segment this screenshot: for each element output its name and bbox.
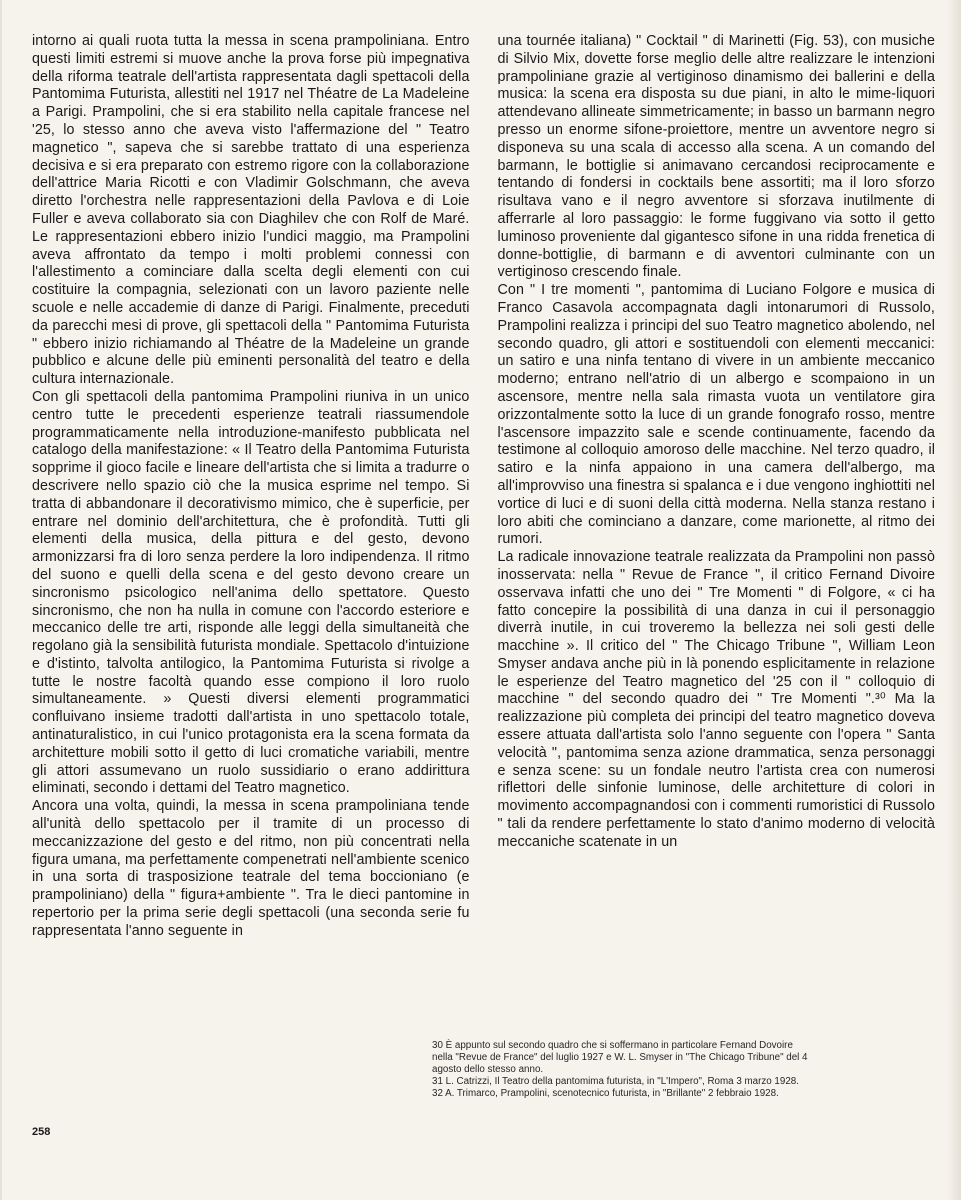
paragraph: La radicale innovazione teatrale realizzata da Prampolini non passò inosservata: nella " Revue de France ", il critico Fernand Divoire osservava infatti che uno dei " Tre Momenti " di Folgore, « ci ha fatto concepire la possibilità di una danza in cui il personaggio diverrà inutile, in cui troveremo la bellezza nei soli gesti delle macchine ». Il critico del " The Chicago Tribune ", William Leon Smyser andava anche più in là ponendo esplicitamente in relazione le esperienze del Teatro magnetico del '25 con il " colloquio di macchine " del secondo quadro dei " Tre Momenti ".³⁰ Ma la realizzazione più completa dei principi del teatro magnetico doveva essere attuata dall'artista solo l'anno seguente con l'opera " Santa velocità ", pantomima senza azione drammatica, senza personaggi e senza scene: su un fondale neutro l'artista crea con numerosi riflettori delle sinfonie luminose, delle architetture di colori in movimento accompagnandosi con i commenti rumoristici di Russolo " tali da rendere perfettamente lo stato d'animo moderno di velocità meccaniche scatenate in un bbox=[497, 549, 935, 850]
paragraph: Ancora una volta, quindi, la messa in scena prampoliniana tende all'unità dello spettacolo per il tramite di un processo di meccanizzazione del gesto e del ritmo, non più concentrati nella figura umana, ma perfettamente compenetrati nell'ambiente scenico in una sorta di trasposizione teatrale del tema boccioniano (e prampoliniano) della " figura+ambiente ". Tra le dieci pantomine in repertorio per la prima serie degli spettacoli (una seconda serie fu rappresentata l'anno seguente in bbox=[32, 798, 470, 939]
right-column bbox=[498, 33, 936, 1025]
footnote: 32 A. Trimarco, Prampolini, scenotecnico futurista, in "Brillante" 2 febbraio 1928. bbox=[432, 1087, 779, 1099]
paragraph: Con " I tre momenti ", pantomima di Luciano Folgore e musica di Franco Casavola accompagnata dagli intonarumori di Russolo, Prampolini realizza i principi del suo Teatro magnetico abolendo, nel secondo quadro, gli attori e sostituendoli con elementi meccanici: un satiro e una ninfa tentano di vivere in un ambiente meccanico moderno; entrano nell'atrio di un albergo e scompaiono in un ascensore, mentre nella sala rimasta vuota un ventilatore gira orizzontalmente sotto la luce di un grande fonografo rosso, mentre l'ascensore impazzito sale e scende continuamente, facendo da testimone al colloquio amoroso delle macchine. Nel terzo quadro, il satiro e la ninfa appaiono in una camera dell'albergo, ma all'improvviso una finestra si spalanca e i due vengono inghiottiti nel vortice di luci e di suoni della città moderna. Nella stanza restano i loro abiti che cominciano a danzare, come marionette, al ritmo dei rumori. bbox=[497, 282, 935, 548]
footnote: 31 L. Catrizzi, Il Teatro della pantomima futurista, in "L'Impero", Roma 3 marzo 1928. bbox=[432, 1075, 799, 1087]
paragraph: Con gli spettacoli della pantomima Prampolini riuniva in un unico centro tutte le precedenti esperienze teatrali riassumendole programmaticamente nella introduzione-manifesto pubblicata nel catalogo della manifestazione: « Il Teatro della Pantomima Futurista sopprime il gioco facile e lineare dell'artista che si limita a tradurre o descrivere nello spazio ciò che la musica esprime nel tempo. Si tratta di abbandonare il decorativismo mimico, che è superficie, per entrare nel dominio dell'architettura, che è profondità. Tutti gli elementi della musica, della pittura e del gesto, devono armonizzarsi fra di loro senza perdere la loro indipendenza. Il ritmo del suono e quelli della scena e del gesto devono creare un sincronismo psicologico nell'anima dello spettatore. Questo sincronismo, che non ha nulla in comune con l'accordo esteriore e meccanico delle tre arti, risponde alle leggi della simultaneità che regolano già la sensibilità futurista mondiale. Spettacolo d'intuizione e d'istinto, talvolta antilogico, la Pantomima Futurista si rivolge a tutte le nostre facoltà quando esse compiono il loro ruolo simultaneamente. » Questi diversi elementi programmatici confluivano insieme tradotti dall'artista in uno spettacolo totale, antinaturalistico, in cui l'unico protagonista era la scena formata da architetture mobili sotto il getto di luci cromatiche variabili, mentre gli attori assumevano un ruolo sussidiario o erano addirittura eliminati, secondo i dettami del Teatro magnetico. bbox=[32, 388, 470, 797]
scan-edge-shadow bbox=[947, 0, 961, 1200]
left-column bbox=[32, 33, 470, 1025]
paragraph: una tournée italiana) " Cocktail " di Marinetti (Fig. 53), con musiche di Silvio Mix, dovette forse meglio delle altre realizzare le intenzioni prampoliniane grazie al vertiginoso dinamismo dei ballerini e della musica: la scena era disposta su due piani, in alto le mime-liquori attendevano allineate simmetricamente; in basso un barmann negro presso un enorme sifone-proiettore, mentre un avventore negro si disponeva su una scala di accesso alla scena. A un comando del barmann, le bottiglie si animavano cercandosi reciprocamente e tentando di fondersi in cocktails bene assortiti; ma il loro sforzo risultava vano e il negro avventore si sforzava inutilmente di afferrarle al loro passaggio: le forme fuggivano via sotto il getto luminoso proveniente dal gigantesco sifone in una ridda frenetica di donne-bottiglie, di barmann e di avventori culminante con un vertiginoso crescendo finale. bbox=[497, 33, 935, 281]
body-text bbox=[32, 33, 935, 1025]
footnotes bbox=[432, 1040, 812, 1100]
footnote: 30 È appunto sul secondo quadro che si soffermano in particolare Fernand Dovoire nella "Revue de France" del luglio 1927 e W. L. Smyser in "The Chicago Tribune" del 4 agosto dello stesso anno. bbox=[432, 1040, 808, 1075]
paragraph: intorno ai quali ruota tutta la messa in scena prampoliniana. Entro questi limiti estremi si muove anche la prova forse più impegnativa della riforma teatrale dell'artista rappresentata dagli spettacoli della Pantomima Futurista, allestiti nel 1917 nel Théatre de La Madeleine a Parigi. Prampolini, che si era stabilito nella capitale francese nel '25, lo stesso anno che aveva visto l'affermazione del " Teatro magnetico ", sapeva che si sarebbe trattato di una esperienza decisiva e si era preparato con estremo rigore con la collaborazione dell'attrice Maria Ricotti e con Vladimir Golschmann, che aveva diretto l'orchestra nelle rappresentazioni della Pavlova e di Loie Fuller e aveva collaborato sia con Diaghilev che con Rolf de Maré. Le rappresentazioni ebbero inizio l'undici maggio, ma Prampolini aveva affrontato da tempo i molti problemi connessi con l'allestimento a cominciare dalla scelta degli elementi con cui costituire la compagnia, selezionati con un lavoro paziente nelle scuole e nelle accademie di danze di Parigi. Finalmente, preceduti da parecchi mesi di prove, gli spettacoli della " Pantomima Futurista " ebbero inizio richiamando al Théatre de la Madeleine un grande pubblico e alcune delle più eminenti personalità del teatro e della cultura internazionale. bbox=[32, 33, 470, 388]
page-number: 258 bbox=[32, 1126, 51, 1138]
